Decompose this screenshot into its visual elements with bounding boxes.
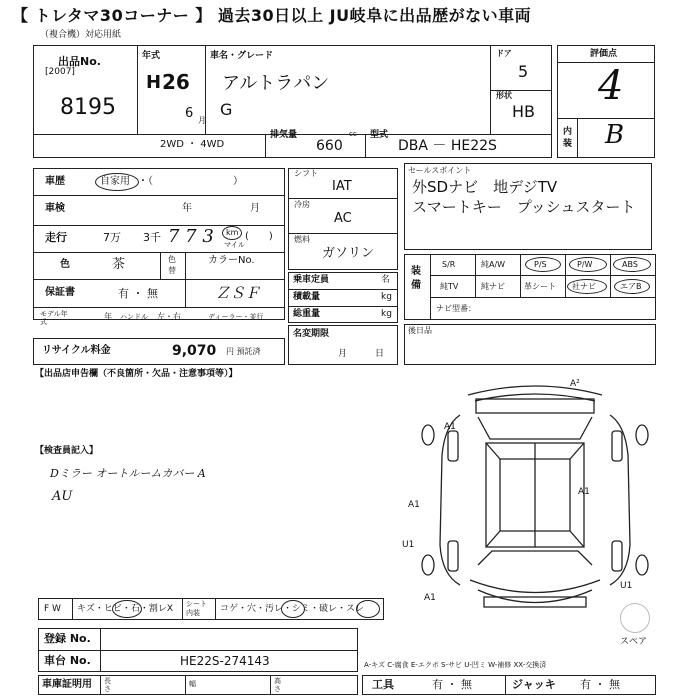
stamp: [2007] [45, 67, 75, 77]
shift-label: シフト [294, 169, 318, 178]
spare-label: スペア [620, 637, 648, 647]
km-unit: km [226, 228, 239, 237]
mark-a1-top-left: A1 [444, 422, 456, 432]
score: 4 [598, 63, 624, 109]
sales-point-label: セールスポイント [408, 166, 472, 175]
equip-tv: 純TV [440, 282, 459, 291]
mark-u1-left: U1 [402, 540, 415, 550]
jack-label: ジャッキ [512, 678, 556, 691]
color-change: 色替 [168, 255, 176, 275]
equip-ps: P/S [534, 260, 547, 269]
displacement: 660 [316, 138, 343, 154]
warranty-value: 有 ・ 無 [118, 287, 158, 300]
tools-value: 有 ・ 無 [432, 678, 472, 691]
chassis-label: 車台 No. [44, 654, 91, 667]
load-unit: kg [381, 292, 392, 302]
interior-label: 内装 [563, 127, 573, 149]
doors: 5 [518, 62, 529, 81]
grade: G [220, 100, 233, 119]
mark-a1-right: A1 [578, 487, 590, 497]
lot-number: 8195 [60, 95, 116, 120]
mileage-sen: 3千 [143, 231, 161, 244]
door-label: ドア [496, 49, 512, 58]
recycle-unit: 円 預託済 [226, 347, 261, 356]
interior-grade: B [605, 120, 625, 150]
history-rest: ・（ ） [138, 176, 243, 187]
sales-point-line1: 外SDナビ 地デジTV [412, 178, 558, 196]
expiry-label: 名変期限 [293, 329, 330, 339]
fw-circle [112, 600, 142, 618]
after-box [404, 324, 656, 365]
inspection-label: 車検 [45, 203, 65, 214]
garage-cert-label: 車庫証明用 [42, 679, 92, 690]
score-label: 評価点 [590, 49, 618, 59]
year-label: 年式 [142, 51, 161, 61]
capacity-label: 乗車定員 [293, 275, 330, 285]
ac-label: 冷房 [294, 200, 310, 209]
inspection-month-unit: 月 [250, 203, 260, 214]
warranty-label: 保証書 [45, 287, 75, 298]
load-label: 積載量 [293, 292, 321, 302]
jack-value: 有 ・ 無 [580, 678, 620, 691]
banner: 【 トレタマ30コーナー 】 過去30日以上 JU岐阜に出品歴がない車両 [12, 6, 532, 25]
seat-circle-1 [281, 600, 305, 618]
ac-value: AC [334, 211, 352, 226]
dim-length: 長さ [104, 677, 111, 693]
mileage-hand: 7 7 3 [168, 226, 214, 247]
model: DBA － HE22S [398, 138, 497, 154]
equipment-label: 装備 [411, 266, 421, 291]
color-no: ＺＳＦ [215, 284, 261, 302]
fw-label: F W [44, 604, 61, 614]
name-label: 車名・グレード [210, 51, 274, 61]
displacement-label: 排気量 [270, 130, 298, 140]
month-value: 6 [185, 106, 194, 121]
mile-unit: マイル [224, 241, 245, 249]
seat-circle-2 [356, 600, 380, 618]
car-name: アルトラパン [222, 73, 330, 94]
equip-navi: 純ナビ [481, 282, 505, 291]
drive: 2WD ・ 4WD [160, 139, 225, 150]
inspection-year-unit: 年 [182, 203, 192, 214]
mileage-man: 7万 [103, 231, 121, 244]
year-value: 26 [162, 70, 190, 94]
registration-label: 登録 No. [44, 632, 91, 645]
fw-items: キズ・ヒビ・石・割レX [77, 604, 173, 614]
recycle-label: リサイクル料金 [42, 345, 111, 356]
inspector-label: 【検査員記入】 [35, 446, 99, 456]
dim-height: 高さ [274, 677, 281, 693]
top-note: （複合機）対応用紙 [40, 30, 122, 40]
model-label: 型式 [370, 130, 389, 140]
equip-sr: S/R [442, 260, 456, 269]
history-value: 自家用 [100, 176, 130, 187]
color-label: 色 [60, 259, 70, 270]
equip-shanavi: 社ナビ [572, 282, 596, 291]
shape-label: 形状 [496, 91, 512, 100]
history-label: 車歴 [45, 176, 65, 187]
color-value: 茶 [112, 257, 126, 272]
era: H [146, 72, 162, 93]
spare-tire-icon [620, 603, 650, 633]
handle-label: ハンドル [120, 313, 148, 321]
mark-a2: A² [570, 379, 580, 389]
expiry-unit: 月日 [338, 349, 413, 359]
equip-pw: P/W [577, 260, 593, 269]
mark-u1-right: U1 [620, 581, 633, 591]
model-year-unit: 年 [104, 312, 112, 321]
mark-a1-bottom-left: A1 [424, 593, 436, 603]
dealer-value: ディーラー・並行 [208, 313, 264, 321]
weight-unit: kg [381, 309, 392, 319]
color-no-label: カラーNo. [208, 255, 255, 266]
inspector-note-2: AU [52, 489, 73, 504]
fuel-label: 燃料 [294, 235, 310, 244]
capacity-unit: 名 [381, 275, 391, 285]
tools-label: 工具 [372, 678, 394, 691]
model-year-label: モデル年式 [40, 310, 68, 326]
damage-legend: A-キズ C-腐食 E-エクボ S-サビ U-凹ミ W-補修 XX-交換済 [364, 661, 547, 669]
inspector-note-1: Dミラー オートルームカバー A [50, 467, 206, 480]
chassis-number: HE22S-274143 [180, 654, 270, 668]
nav-model-label: ナビ型番： [436, 304, 476, 313]
handle-value: 左・右 [157, 312, 181, 321]
equip-abs: ABS [622, 260, 638, 269]
mileage-label: 走行 [45, 231, 67, 244]
dim-width: 幅 [189, 680, 196, 688]
shift-value: IAT [332, 179, 352, 194]
mark-a1-left: A1 [408, 500, 420, 510]
seat-items: コゲ・穴・汚レ・シミ・破レ・スレ [220, 604, 365, 614]
lot-label: 出品No. [58, 55, 101, 68]
declaration-label: 【出品店申告欄（不良箇所・欠品・注意事項等）】 [35, 369, 238, 379]
after-label: 後日品 [408, 326, 432, 335]
mileage-paren: ( ) [245, 231, 273, 242]
recycle-value: 9,070 [172, 343, 217, 359]
weight-label: 総重量 [293, 309, 321, 319]
sales-point-line2: スマートキー プッシュスタート [412, 198, 636, 216]
seat-label: シート内装 [186, 600, 207, 617]
shape: HB [512, 102, 536, 121]
month-unit: 月 [198, 116, 206, 125]
fuel-value: ガソリン [322, 246, 375, 261]
equip-airbag: エアB [620, 282, 642, 291]
equip-leather: 革シート [524, 282, 556, 291]
equip-aw: 純A/W [481, 260, 506, 269]
cc-unit: cc [349, 130, 357, 138]
car-damage-diagram [420, 375, 650, 625]
